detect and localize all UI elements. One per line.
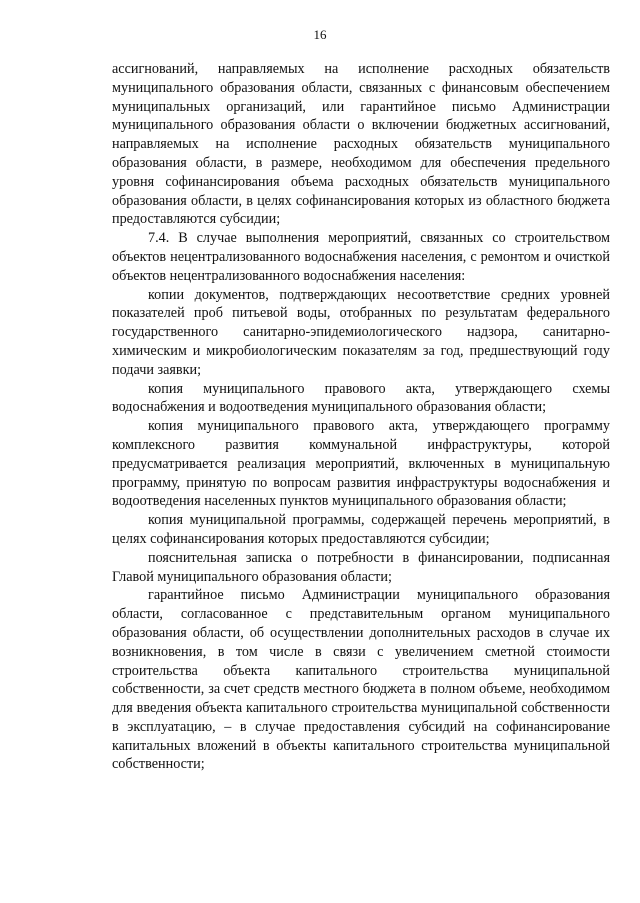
- paragraph: копия муниципальной программы, содержащей перечень мероприятий, в целях софинансирования которых предоставляются субсидии;: [112, 512, 610, 547]
- paragraph: копия муниципального правового акта, утверждающего программу комплексного развития коммунальной инфраструктуры, которой предусматривается реализация мероприятий, включенных в муниципальную программу, принятую по вопросам развития инфраструктуры водоснабжения и водоотведения населенных пунктов муниципального образования области;: [112, 418, 610, 510]
- paragraph: 7.4. В случае выполнения мероприятий, связанных со строительством объектов нецентрализованного водоснабжения населения, с ремонтом и очисткой объектов нецентрализованного водоснабжения населения:: [112, 230, 610, 284]
- paragraph: пояснительная записка о потребности в финансировании, подписанная Главой муниципального образования области;: [112, 549, 610, 585]
- paragraph: копия муниципального правового акта, утверждающего схемы водоснабжения и водоотведения муниципального образования области;: [112, 380, 610, 416]
- paragraph: ассигнований, направляемых на исполнение расходных обязательств муниципального образования области, связанных с финансовым обеспечением муниципальных организаций, или гарантийное письмо Администрации муниципального образования области о включении бюджетных ассигнований, направляемых на исполнение расходных обязательств муниципального образования области, в размере, необходимом для обеспечения предельного уровня софинансирования объема расходных обязательств муниципального образования области, в целях софинансирования которых из областного бюджета предоставляются субсидии;: [112, 61, 610, 228]
- document-body: [112, 60, 610, 774]
- page-number: 16: [313, 27, 327, 42]
- paragraph: копии документов, подтверждающих несоответствие средних уровней показателей проб питьевой воды, отобранных по результатам федерального государственного санитарно-эпидемиологического надзора, санитарно-химическим и микробиологическим показателям за год, предшествующий году подачи заявки;: [112, 286, 610, 378]
- paragraph: гарантийное письмо Администрации муниципального образования области, согласованное с представительным органом муниципального образования области, об осуществлении дополнительных расходов в случае их возникновения, в том числе в связи с увеличением сметной стоимости строительства объекта капитального строительства муниципальной собственности, за счет средств местного бюджета в полном объеме, необходимом для введения объекта капитального строительства муниципальной собственности в эксплуатацию, – в случае предоставления субсидий на софинансирование капитальных вложений в объекты капитального строительства муниципальной собственности;: [112, 587, 610, 773]
